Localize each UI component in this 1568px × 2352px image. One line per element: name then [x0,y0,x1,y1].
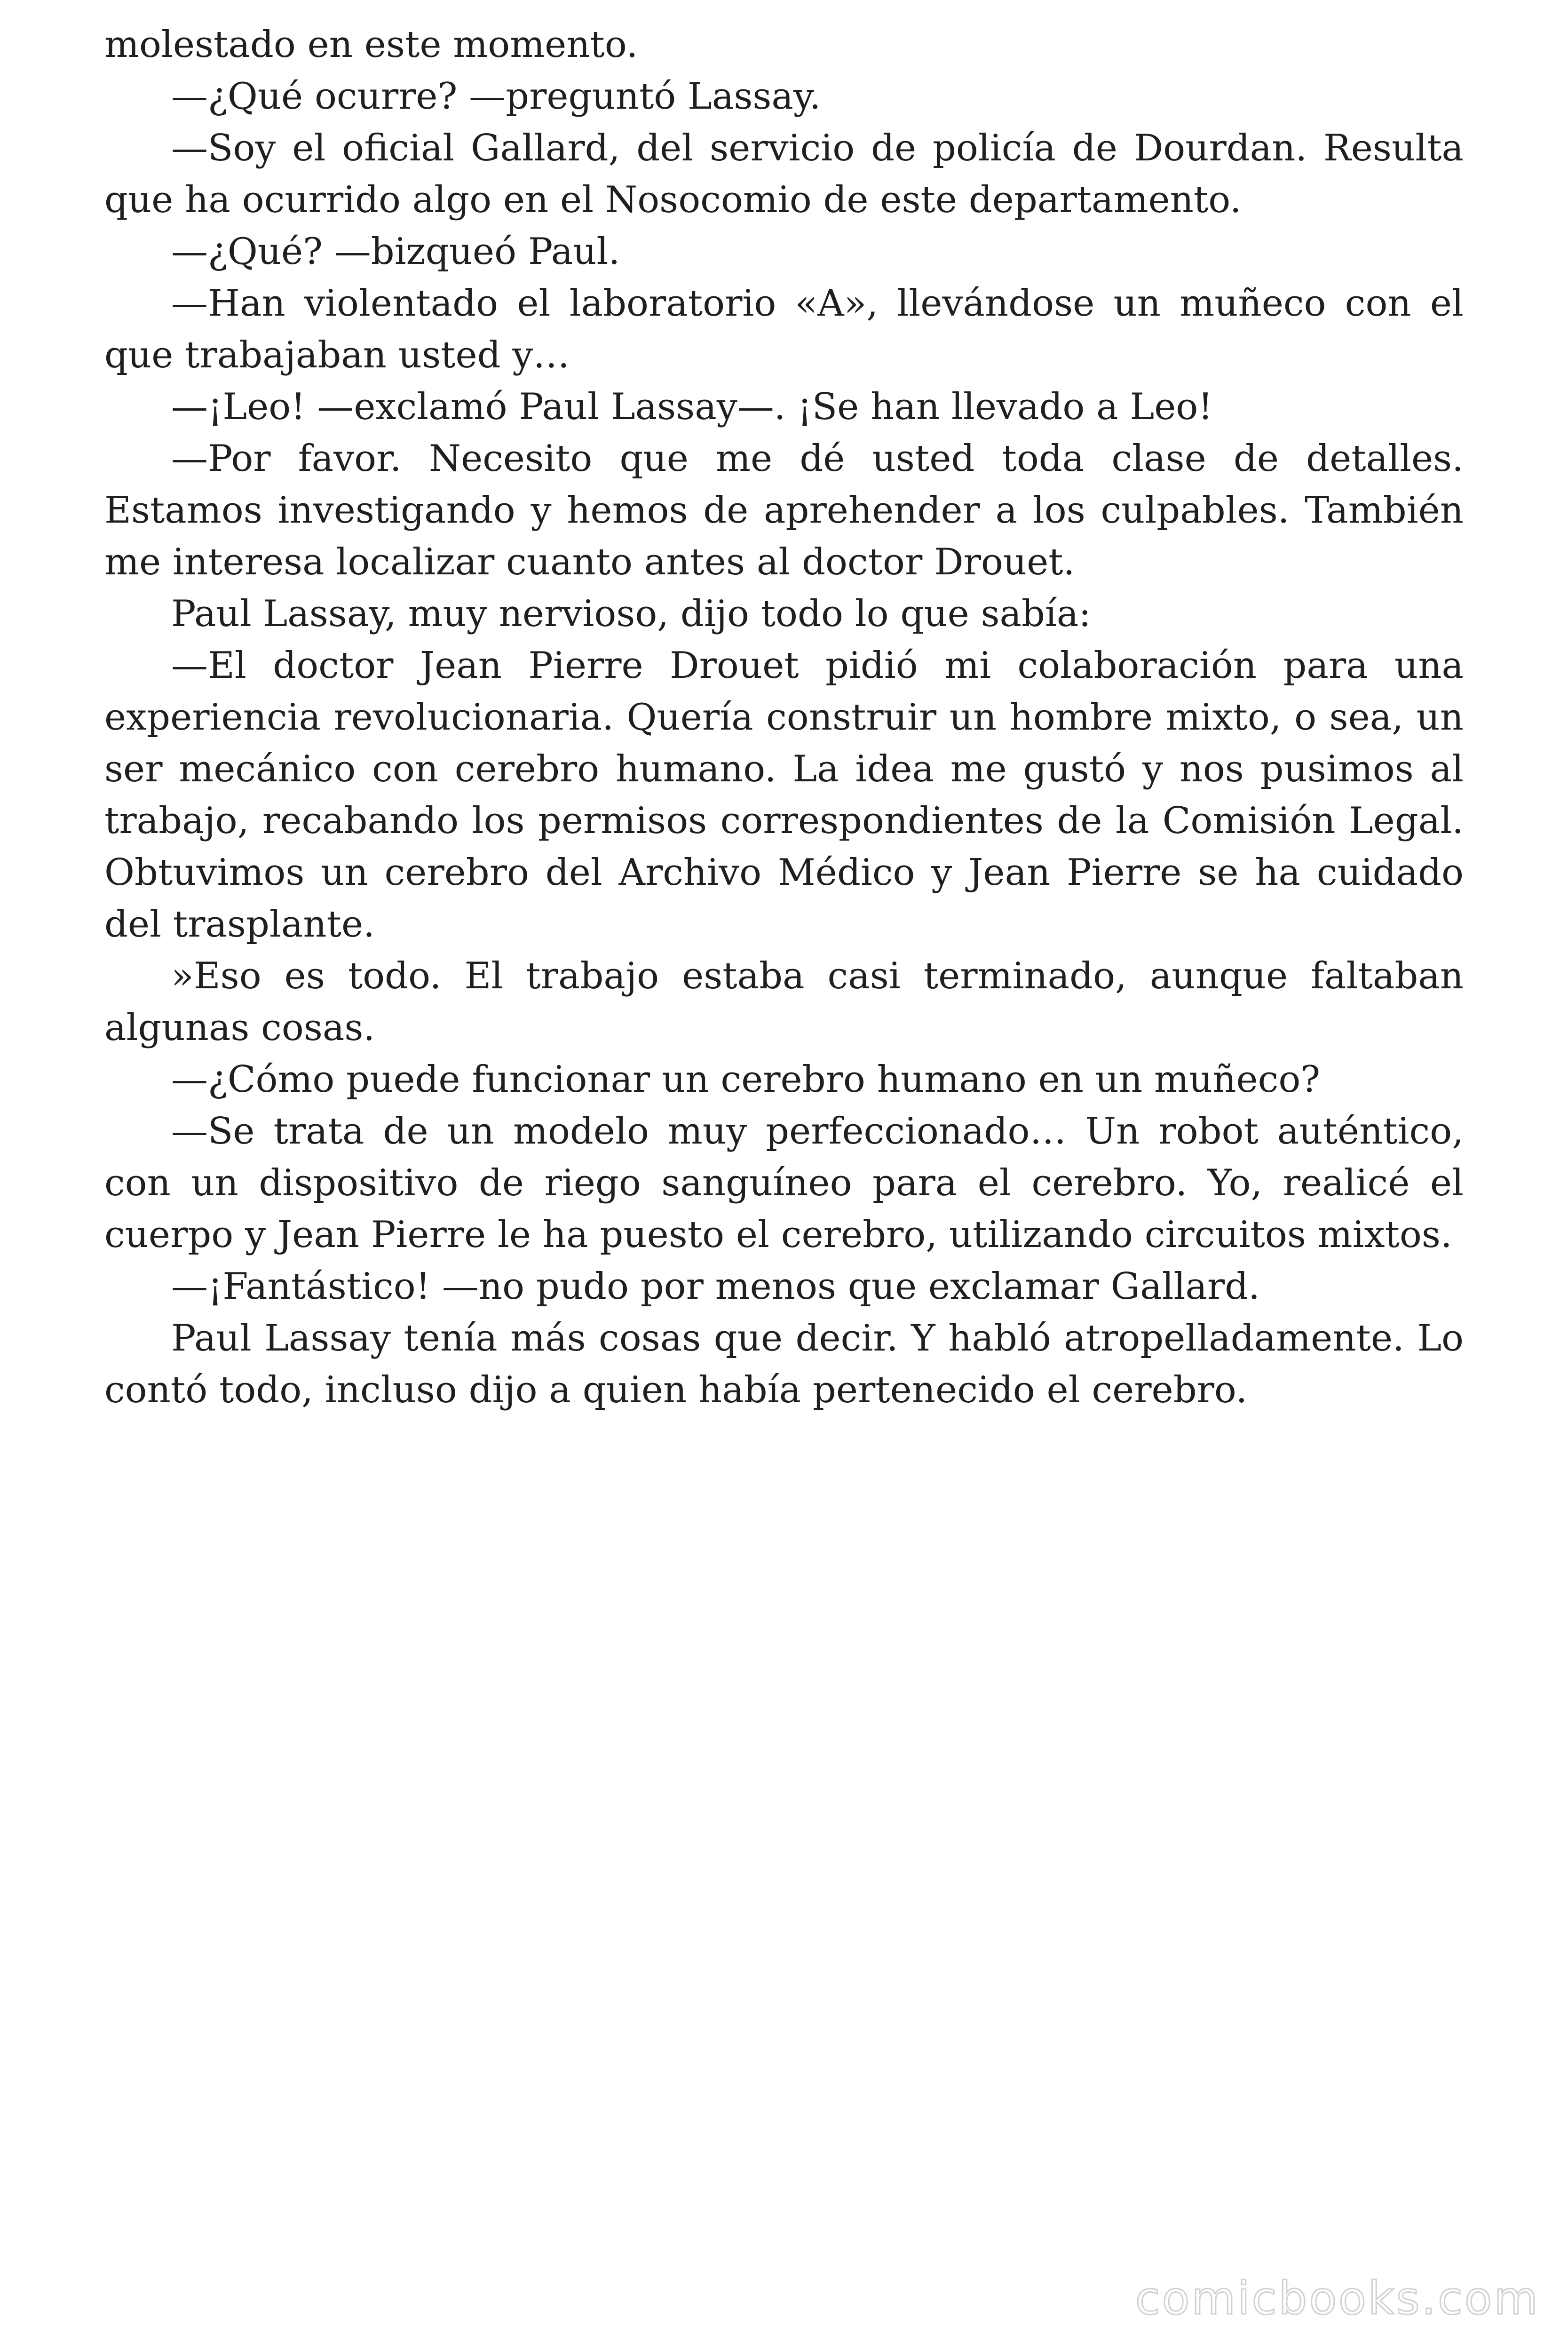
paragraph: —¿Qué ocurre? —preguntó Lassay. [171,75,821,118]
paragraph: —Por favor. Necesito que me dé usted toda clase de detalles. Estamos investigando y hemos de aprehender a los culpables. También me interesa localizar cuanto antes al doctor Drouet. [104,437,1464,583]
paragraph: »Eso es todo. El trabajo estaba casi terminado, aunque faltaban algunas cosas. [104,955,1464,1049]
paragraph: —¿Cómo puede funcionar un cerebro humano en un muñeco? [171,1058,1321,1101]
text-body [104,19,1464,1416]
paragraph: —Han violentado el laboratorio «A», llevándose un muñeco con el que trabajaban usted y… [104,282,1464,376]
watermark: comicbooks.com [1135,2272,1540,2325]
paragraph: —Se trata de un modelo muy perfeccionado… Un robot auténtico, con un dispositivo de riego sanguíneo para el cerebro. Yo, realicé el cuerpo y Jean Pierre le ha puesto el cerebro, utilizando circuitos mixtos. [104,1110,1464,1256]
paragraph: —El doctor Jean Pierre Drouet pidió mi colaboración para una experiencia revolucionaria. Quería construir un hombre mixto, o sea, un ser mecánico con cerebro humano. La idea me gustó y nos pusimos al trabajo, recabando los permisos correspondientes de la Comisión Legal. Obtuvimos un cerebro del Archivo Médico y Jean Pierre se ha cuidado del trasplante. [104,644,1464,946]
paragraph: —¡Leo! —exclamó Paul Lassay—. ¡Se han llevado a Leo! [171,386,1213,428]
paragraph: —¡Fantástico! —no pudo por menos que exclamar Gallard. [171,1265,1260,1308]
paragraph: Paul Lassay, muy nervioso, dijo todo lo que sabía: [171,593,1091,635]
paragraph-continuation: molestado en este momento. [104,24,638,66]
paragraph: —Soy el oficial Gallard, del servicio de policía de Dourdan. Resulta que ha ocurrido algo en el Nosocomio de este departamento. [104,127,1464,221]
paragraph: —¿Qué? —bizqueó Paul. [171,230,620,273]
paragraph: Paul Lassay tenía más cosas que decir. Y habló atropelladamente. Lo contó todo, incluso dijo a quien había pertenecido el cerebro. [104,1317,1464,1411]
